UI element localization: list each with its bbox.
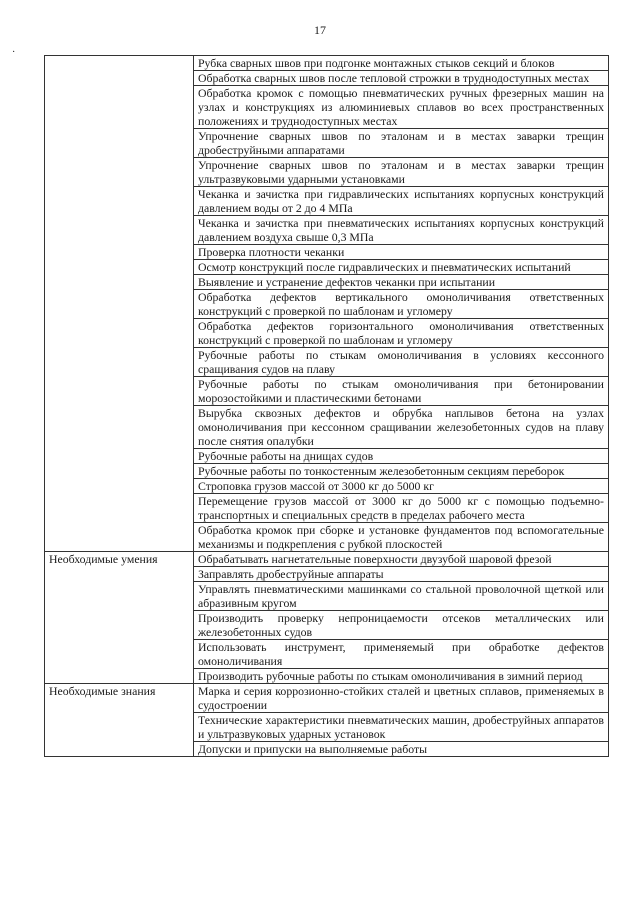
item-cell: Рубочные работы на днищах судов <box>194 449 609 464</box>
item-cell: Осмотр конструкций после гидравлических и пневматических испытаний <box>194 260 609 275</box>
requirements-table <box>44 55 609 757</box>
item-cell: Производить рубочные работы по стыкам омоноличивания в зимний период <box>194 669 609 684</box>
item-cell: Рубка сварных швов при подгонке монтажных стыков секций и блоков <box>194 56 609 71</box>
margin-mark: · <box>12 47 16 58</box>
table-row <box>45 552 609 567</box>
item-cell: Упрочнение сварных швов по эталонам и в местах заварки трещин дробеструйными аппаратами <box>194 129 609 158</box>
requirements-table-body <box>45 56 609 757</box>
item-cell: Технические характеристики пневматических машин, дробеструйных аппаратов и ультразвуковых ударных установок <box>194 713 609 742</box>
item-cell: Обработка дефектов горизонтального омоноличивания ответственных конструкций с проверкой по шаблонам и угломеру <box>194 319 609 348</box>
item-cell: Рубочные работы по стыкам омоноличивания в условиях кессонного сращивания судов на плаву <box>194 348 609 377</box>
item-cell: Рубочные работы по тонкостенным железобетонным секциям переборок <box>194 464 609 479</box>
item-cell: Обработка сварных швов после тепловой строжки в труднодоступных местах <box>194 71 609 86</box>
item-cell: Допуски и припуски на выполняемые работы <box>194 742 609 757</box>
item-cell: Упрочнение сварных швов по эталонам и в местах заварки трещин ультразвуковыми ударными установками <box>194 158 609 187</box>
table-row <box>45 56 609 71</box>
item-cell: Марка и серия коррозионно-стойких сталей и цветных сплавов, применяемых в судостроении <box>194 684 609 713</box>
item-cell: Строповка грузов массой от 3000 кг до 5000 кг <box>194 479 609 494</box>
group-label-cell <box>45 56 194 552</box>
item-cell: Перемещение грузов массой от 3000 кг до 5000 кг с помощью подъемно-транспортных и специальных средств в пределах рабочего места <box>194 494 609 523</box>
item-cell: Заправлять дробеструйные аппараты <box>194 567 609 582</box>
item-cell: Использовать инструмент, применяемый при обработке дефектов омоноличивания <box>194 640 609 669</box>
item-cell: Чеканка и зачистка при пневматических испытаниях корпусных конструкций давлением воздуха свыше 0,3 МПа <box>194 216 609 245</box>
item-cell: Обработка кромок при сборке и установке фундаментов под вспомогательные механизмы и подкрепления с рубкой плоскостей <box>194 523 609 552</box>
group-label-cell: Необходимые умения <box>45 552 194 684</box>
item-cell: Рубочные работы по стыкам омоноличивания при бетонировании морозостойкими и пластическими бетонами <box>194 377 609 406</box>
item-cell: Обрабатывать нагнетательные поверхности двузубой шаровой фрезой <box>194 552 609 567</box>
item-cell: Вырубка сквозных дефектов и обрубка наплывов бетона на узлах омоноличивания при кессонном сращивании железобетонных судов на плаву после снятия опалубки <box>194 406 609 449</box>
table-row <box>45 684 609 713</box>
page-number: 17 <box>314 23 326 37</box>
item-cell: Обработка кромок с помощью пневматических ручных фрезерных машин на узлах и конструкциях из алюминиевых сплавов во всех пространственных положениях и труднодоступных местах <box>194 86 609 129</box>
item-cell: Производить проверку непроницаемости отсеков металлических или железобетонных судов <box>194 611 609 640</box>
item-cell: Проверка плотности чеканки <box>194 245 609 260</box>
item-cell: Обработка дефектов вертикального омоноличивания ответственных конструкций с проверкой по шаблонам и угломеру <box>194 290 609 319</box>
item-cell: Управлять пневматическими машинками со стальной проволочной щеткой или абразивным кругом <box>194 582 609 611</box>
item-cell: Чеканка и зачистка при гидравлических испытаниях корпусных конструкций давлением воды от 2 до 4 МПа <box>194 187 609 216</box>
item-cell: Выявление и устранение дефектов чеканки при испытании <box>194 275 609 290</box>
group-label-cell: Необходимые знания <box>45 684 194 757</box>
